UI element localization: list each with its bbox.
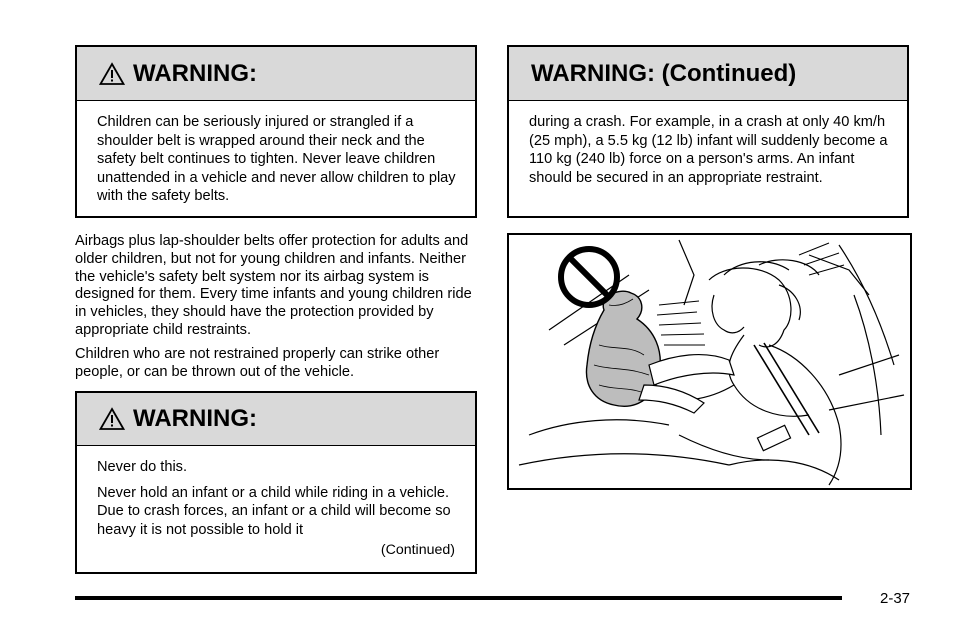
warning-triangle-icon: [99, 407, 125, 431]
crash-illustration: [509, 235, 910, 488]
warning-text: Children can be seriously injured or strangled if a shoulder belt is wrapped around their neck and the safety belt continues to tighten. Never leave children unattended in a vehicle and never allow children to play with the safety belts.: [97, 114, 456, 205]
body-paragraph-2: Children who are not restrained properly can strike other people, or can be thrown out of the vehicle.: [75, 346, 440, 380]
warning-box-2: [75, 391, 477, 574]
warning-header: [77, 393, 475, 446]
warning-header: [509, 47, 907, 101]
page-number: 2-37: [880, 590, 911, 607]
prohibition-icon: [561, 249, 617, 305]
warning-continued-box: [507, 45, 909, 218]
warning-text: during a crash. For example, in a crash at only 40 km/h (25 mph), a 5.5 kg (12 lb) infant will suddenly become a 110 kg (240 lb) force on a person's arms. An infant should be secured in an appropriate restraint.: [529, 114, 888, 186]
warning-text-2: Never hold an infant or a child while riding in a vehicle. Due to crash forces, an infant or a child will become so heavy it is not possible to hold it: [97, 484, 451, 538]
warning-body: [77, 101, 475, 206]
illustration-frame: [507, 233, 912, 490]
footer-rule: [75, 596, 842, 600]
warning-triangle-icon: [99, 62, 125, 86]
warning-title: WARNING:: [133, 405, 257, 432]
warning-title: WARNING:: [133, 59, 257, 87]
warning-header: [77, 47, 475, 101]
warning-text-1: Never do this.: [97, 459, 188, 475]
warning-body: [77, 446, 475, 560]
body-paragraph-1: Airbags plus lap-shoulder belts offer protection for adults and older children, but not for young children and infants. Neither the vehicle's safety belt system nor its airbag system is designed for them. Every time infants and young children ride in vehicles, they should have the protection provided by appropriate child restraints.: [75, 233, 472, 338]
warning-body: [509, 101, 907, 187]
continued-label: (Continued): [380, 542, 455, 559]
warning-title: WARNING: (Continued): [531, 59, 797, 87]
warning-box-1: [75, 45, 477, 218]
